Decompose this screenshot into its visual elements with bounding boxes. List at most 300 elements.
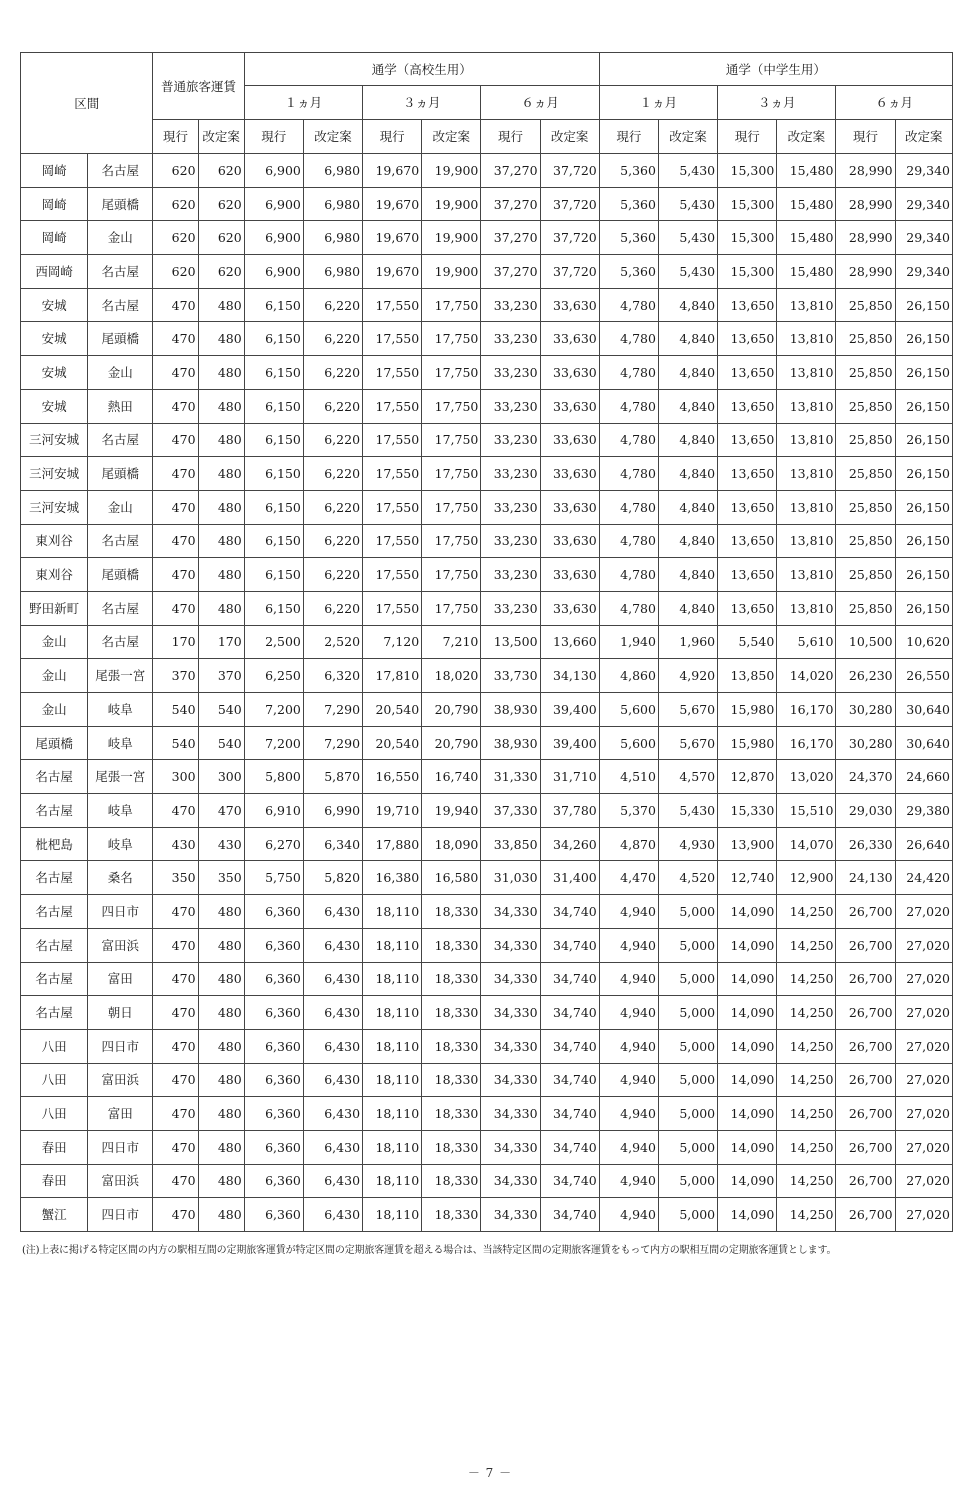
fare-cell: 16,740: [422, 760, 481, 794]
fare-cell: 26,150: [895, 490, 952, 524]
to-station: 岐阜: [88, 827, 153, 861]
fare-cell: 1,940: [599, 625, 658, 659]
table-row: [21, 996, 953, 1030]
fare-cell: 6,360: [244, 1029, 303, 1063]
table-row: [21, 1029, 953, 1063]
fare-cell: 6,270: [244, 827, 303, 861]
fare-cell: 620: [198, 154, 244, 188]
fare-cell: 6,990: [303, 794, 362, 828]
to-station: 富田浜: [88, 1063, 153, 1097]
fare-cell: 5,000: [658, 1164, 717, 1198]
fare-cell: 34,330: [481, 895, 540, 929]
fare-cell: 14,250: [777, 996, 836, 1030]
fare-cell: 33,630: [540, 322, 599, 356]
fare-cell: 540: [153, 726, 198, 760]
fare-cell: 6,430: [303, 1029, 362, 1063]
fare-cell: 5,000: [658, 928, 717, 962]
table-row: [21, 625, 953, 659]
fare-cell: 18,110: [363, 1164, 422, 1198]
fare-cell: 33,230: [481, 558, 540, 592]
fare-cell: 14,090: [718, 1097, 777, 1131]
current-header: 現行: [153, 120, 198, 154]
fare-cell: 17,750: [422, 457, 481, 491]
fare-cell: 13,810: [777, 288, 836, 322]
fare-cell: 18,330: [422, 1097, 481, 1131]
fare-cell: 27,020: [895, 928, 952, 962]
from-station: 蟹江: [21, 1198, 88, 1232]
from-station: 名古屋: [21, 794, 88, 828]
to-station: 富田浜: [88, 1164, 153, 1198]
fare-cell: 34,740: [540, 1198, 599, 1232]
fare-cell: 4,940: [599, 1164, 658, 1198]
fare-cell: 34,740: [540, 1130, 599, 1164]
fare-cell: 620: [153, 187, 198, 221]
fare-cell: 13,650: [718, 389, 777, 423]
fare-cell: 470: [153, 288, 198, 322]
fare-cell: 15,510: [777, 794, 836, 828]
to-station: 四日市: [88, 1029, 153, 1063]
fare-cell: 480: [198, 558, 244, 592]
table-row: [21, 659, 953, 693]
fare-cell: 33,630: [540, 558, 599, 592]
fare-cell: 19,900: [422, 255, 481, 289]
fare-cell: 540: [153, 693, 198, 727]
fare-cell: 29,380: [895, 794, 952, 828]
from-station: 金山: [21, 659, 88, 693]
fare-cell: 34,330: [481, 1063, 540, 1097]
fare-cell: 18,110: [363, 895, 422, 929]
from-station: 三河安城: [21, 457, 88, 491]
to-station: 熱田: [88, 389, 153, 423]
fare-cell: 19,710: [363, 794, 422, 828]
fare-cell: 370: [153, 659, 198, 693]
table-row: [21, 389, 953, 423]
fare-cell: 26,700: [836, 1130, 895, 1164]
fare-cell: 31,030: [481, 861, 540, 895]
fare-cell: 25,850: [836, 423, 895, 457]
fare-cell: 37,720: [540, 154, 599, 188]
fare-cell: 6,150: [244, 457, 303, 491]
to-station: 四日市: [88, 1130, 153, 1164]
fare-cell: 4,780: [599, 591, 658, 625]
fare-cell: 15,480: [777, 154, 836, 188]
fare-cell: 13,810: [777, 558, 836, 592]
fare-cell: 1,960: [658, 625, 717, 659]
fare-cell: 6,900: [244, 255, 303, 289]
fare-cell: 470: [153, 1198, 198, 1232]
fare-cell: 350: [198, 861, 244, 895]
from-station: 安城: [21, 356, 88, 390]
fare-cell: 4,780: [599, 288, 658, 322]
from-station: 春田: [21, 1130, 88, 1164]
from-station: 岡崎: [21, 187, 88, 221]
table-row: [21, 760, 953, 794]
to-station: 四日市: [88, 1198, 153, 1232]
period-header: １ヵ月: [244, 86, 362, 120]
proposed-header: 改定案: [303, 120, 362, 154]
fare-cell: 31,710: [540, 760, 599, 794]
fare-cell: 430: [198, 827, 244, 861]
fare-cell: 33,630: [540, 591, 599, 625]
to-station: 桑名: [88, 861, 153, 895]
fare-cell: 4,840: [658, 591, 717, 625]
fare-cell: 34,330: [481, 1198, 540, 1232]
fare-cell: 34,740: [540, 996, 599, 1030]
fare-cell: 4,840: [658, 490, 717, 524]
fare-cell: 14,090: [718, 996, 777, 1030]
fare-cell: 13,650: [718, 591, 777, 625]
from-station: 八田: [21, 1097, 88, 1131]
fare-cell: 14,250: [777, 928, 836, 962]
fare-cell: 13,650: [718, 490, 777, 524]
fare-cell: 14,090: [718, 1130, 777, 1164]
from-station: 名古屋: [21, 861, 88, 895]
to-station: 名古屋: [88, 625, 153, 659]
fare-cell: 6,150: [244, 288, 303, 322]
fare-cell: 33,230: [481, 591, 540, 625]
fare-cell: 6,150: [244, 322, 303, 356]
fare-cell: 17,750: [422, 423, 481, 457]
fare-cell: 6,430: [303, 928, 362, 962]
fare-cell: 17,750: [422, 389, 481, 423]
fare-cell: 25,850: [836, 524, 895, 558]
fare-cell: 6,430: [303, 1097, 362, 1131]
fare-cell: 470: [153, 1130, 198, 1164]
to-station: 四日市: [88, 895, 153, 929]
fare-cell: 29,340: [895, 154, 952, 188]
fare-cell: 34,740: [540, 1164, 599, 1198]
fare-cell: 6,220: [303, 558, 362, 592]
fare-cell: 13,650: [718, 423, 777, 457]
from-station: 枇杷島: [21, 827, 88, 861]
fare-cell: 6,220: [303, 389, 362, 423]
fare-cell: 470: [153, 928, 198, 962]
fare-cell: 33,630: [540, 288, 599, 322]
to-station: 富田: [88, 1097, 153, 1131]
fare-cell: 370: [198, 659, 244, 693]
table-row: [21, 1063, 953, 1097]
fare-cell: 5,610: [777, 625, 836, 659]
fare-cell: 5,360: [599, 221, 658, 255]
fare-cell: 480: [198, 288, 244, 322]
fare-cell: 39,400: [540, 693, 599, 727]
fare-cell: 24,130: [836, 861, 895, 895]
period-header: １ヵ月: [599, 86, 717, 120]
fare-cell: 26,150: [895, 322, 952, 356]
to-station: 金山: [88, 221, 153, 255]
current-header: 現行: [599, 120, 658, 154]
fare-cell: 470: [153, 794, 198, 828]
fare-cell: 34,740: [540, 928, 599, 962]
fare-cell: 20,540: [363, 693, 422, 727]
fare-cell: 28,990: [836, 187, 895, 221]
table-row: [21, 591, 953, 625]
fare-cell: 14,090: [718, 1198, 777, 1232]
fare-cell: 37,720: [540, 255, 599, 289]
fare-cell: 18,330: [422, 962, 481, 996]
proposed-header: 改定案: [658, 120, 717, 154]
to-station: 名古屋: [88, 288, 153, 322]
fare-cell: 620: [198, 255, 244, 289]
fare-cell: 33,230: [481, 322, 540, 356]
fare-cell: 6,910: [244, 794, 303, 828]
footnote: (注)上表に掲げる特定区間の内方の駅相互間の定期旅客運賃が特定区間の定期旅客運賃を超える場合は、当該特定区間の定期旅客運賃をもって内方の駅相互間の定期旅客運賃とします。: [22, 1245, 837, 1256]
fare-cell: 5,000: [658, 962, 717, 996]
fare-cell: 6,900: [244, 154, 303, 188]
fare-cell: 26,640: [895, 827, 952, 861]
fare-cell: 26,700: [836, 996, 895, 1030]
fare-cell: 6,150: [244, 423, 303, 457]
fare-cell: 34,260: [540, 827, 599, 861]
fare-cell: 6,430: [303, 1164, 362, 1198]
page-number: － 7 －: [467, 1466, 513, 1480]
fare-cell: 430: [153, 827, 198, 861]
fare-cell: 14,090: [718, 1164, 777, 1198]
fare-cell: 14,250: [777, 895, 836, 929]
fare-cell: 16,580: [422, 861, 481, 895]
fare-cell: 4,940: [599, 895, 658, 929]
to-station: 金山: [88, 356, 153, 390]
fare-cell: 15,480: [777, 255, 836, 289]
to-station: 岐阜: [88, 726, 153, 760]
table-row: [21, 861, 953, 895]
fare-cell: 34,740: [540, 962, 599, 996]
fare-cell: 17,550: [363, 558, 422, 592]
fare-cell: 5,600: [599, 693, 658, 727]
fare-cell: 20,790: [422, 693, 481, 727]
fare-cell: 14,250: [777, 1164, 836, 1198]
fare-cell: 15,330: [718, 794, 777, 828]
fare-cell: 6,220: [303, 591, 362, 625]
proposed-header: 改定案: [198, 120, 244, 154]
fare-cell: 17,750: [422, 524, 481, 558]
fare-cell: 6,220: [303, 524, 362, 558]
fare-cell: 6,430: [303, 962, 362, 996]
fare-cell: 5,000: [658, 1063, 717, 1097]
fare-cell: 25,850: [836, 322, 895, 356]
fare-cell: 5,820: [303, 861, 362, 895]
fare-cell: 16,170: [777, 693, 836, 727]
fare-cell: 5,800: [244, 760, 303, 794]
fare-cell: 620: [153, 154, 198, 188]
fare-cell: 10,620: [895, 625, 952, 659]
fare-cell: 29,340: [895, 255, 952, 289]
fare-cell: 15,300: [718, 187, 777, 221]
fare-cell: 6,320: [303, 659, 362, 693]
fare-cell: 27,020: [895, 996, 952, 1030]
fare-cell: 6,360: [244, 1097, 303, 1131]
fare-cell: 480: [198, 524, 244, 558]
fare-cell: 34,330: [481, 996, 540, 1030]
fare-cell: 5,360: [599, 255, 658, 289]
fare-cell: 470: [153, 591, 198, 625]
fare-cell: 6,150: [244, 490, 303, 524]
fare-cell: 4,940: [599, 1130, 658, 1164]
fare-cell: 33,630: [540, 423, 599, 457]
fare-cell: 4,940: [599, 1029, 658, 1063]
fare-cell: 26,700: [836, 895, 895, 929]
fare-cell: 31,330: [481, 760, 540, 794]
fare-cell: 5,870: [303, 760, 362, 794]
proposed-header: 改定案: [422, 120, 481, 154]
to-station: 名古屋: [88, 591, 153, 625]
fare-cell: 33,630: [540, 524, 599, 558]
fare-cell: 470: [153, 1029, 198, 1063]
fare-cell: 34,740: [540, 1063, 599, 1097]
fare-cell: 480: [198, 356, 244, 390]
fare-cell: 37,330: [481, 794, 540, 828]
fare-cell: 5,670: [658, 726, 717, 760]
fare-cell: 14,250: [777, 1130, 836, 1164]
fare-cell: 5,000: [658, 996, 717, 1030]
fare-cell: 4,930: [658, 827, 717, 861]
fare-cell: 18,110: [363, 1063, 422, 1097]
to-station: 朝日: [88, 996, 153, 1030]
from-station: 春田: [21, 1164, 88, 1198]
to-station: 名古屋: [88, 524, 153, 558]
fare-cell: 37,270: [481, 154, 540, 188]
fare-cell: 26,700: [836, 1198, 895, 1232]
table-row: [21, 962, 953, 996]
from-station: 西岡崎: [21, 255, 88, 289]
fare-cell: 37,780: [540, 794, 599, 828]
fare-cell: 34,330: [481, 1029, 540, 1063]
from-station: 安城: [21, 288, 88, 322]
fare-cell: 17,750: [422, 591, 481, 625]
from-station: 安城: [21, 322, 88, 356]
fare-cell: 540: [198, 726, 244, 760]
fare-cell: 14,070: [777, 827, 836, 861]
table-row: [21, 187, 953, 221]
fare-cell: 620: [198, 187, 244, 221]
fare-cell: 25,850: [836, 389, 895, 423]
fare-cell: 6,430: [303, 1198, 362, 1232]
fare-cell: 4,940: [599, 996, 658, 1030]
fare-cell: 300: [198, 760, 244, 794]
fare-cell: 480: [198, 928, 244, 962]
fare-cell: 29,030: [836, 794, 895, 828]
fare-cell: 30,640: [895, 726, 952, 760]
fare-cell: 4,940: [599, 1097, 658, 1131]
fare-cell: 26,150: [895, 457, 952, 491]
fare-cell: 480: [198, 490, 244, 524]
fare-cell: 5,430: [658, 154, 717, 188]
fare-cell: 34,740: [540, 1097, 599, 1131]
fare-cell: 17,550: [363, 356, 422, 390]
section-header: 区間: [21, 53, 153, 154]
fare-cell: 480: [198, 389, 244, 423]
fare-cell: 480: [198, 1164, 244, 1198]
fare-cell: 19,670: [363, 154, 422, 188]
fare-cell: 18,330: [422, 996, 481, 1030]
fare-cell: 33,230: [481, 389, 540, 423]
current-header: 現行: [363, 120, 422, 154]
fare-cell: 12,740: [718, 861, 777, 895]
table-row: [21, 288, 953, 322]
fare-cell: 14,250: [777, 962, 836, 996]
to-station: 尾頭橋: [88, 322, 153, 356]
table-row: [21, 221, 953, 255]
to-station: 名古屋: [88, 255, 153, 289]
fare-cell: 470: [153, 524, 198, 558]
fare-cell: 13,850: [718, 659, 777, 693]
fare-cell: 17,550: [363, 524, 422, 558]
fare-cell: 17,750: [422, 558, 481, 592]
fare-cell: 5,600: [599, 726, 658, 760]
fare-cell: 6,360: [244, 1164, 303, 1198]
table-row: [21, 693, 953, 727]
fare-cell: 14,090: [718, 962, 777, 996]
fare-cell: 13,900: [718, 827, 777, 861]
fare-cell: 27,020: [895, 1198, 952, 1232]
fare-cell: 480: [198, 423, 244, 457]
fare-cell: 17,880: [363, 827, 422, 861]
fare-cell: 6,360: [244, 1198, 303, 1232]
proposed-header: 改定案: [895, 120, 952, 154]
fare-cell: 6,360: [244, 1130, 303, 1164]
fare-cell: 14,090: [718, 1029, 777, 1063]
fare-cell: 24,420: [895, 861, 952, 895]
fare-cell: 34,330: [481, 1097, 540, 1131]
fare-cell: 27,020: [895, 895, 952, 929]
fare-cell: 37,270: [481, 221, 540, 255]
fare-cell: 620: [198, 221, 244, 255]
fare-cell: 33,630: [540, 389, 599, 423]
fare-cell: 33,230: [481, 457, 540, 491]
fare-cell: 4,840: [658, 524, 717, 558]
fare-cell: 13,650: [718, 558, 777, 592]
fare-cell: 6,360: [244, 895, 303, 929]
fare-cell: 17,550: [363, 423, 422, 457]
fare-cell: 26,700: [836, 1029, 895, 1063]
regular-fare-header: 普通旅客運賃: [153, 53, 244, 120]
from-station: 名古屋: [21, 895, 88, 929]
middle-school-header: 通学（中学生用）: [599, 53, 952, 86]
fare-cell: 13,810: [777, 423, 836, 457]
fare-cell: 18,110: [363, 996, 422, 1030]
fare-cell: 28,990: [836, 221, 895, 255]
fare-cell: 4,570: [658, 760, 717, 794]
fare-cell: 17,750: [422, 288, 481, 322]
fare-cell: 12,870: [718, 760, 777, 794]
fare-cell: 480: [198, 1130, 244, 1164]
fare-cell: 6,150: [244, 524, 303, 558]
high-school-header: 通学（高校生用）: [244, 53, 599, 86]
to-station: 尾張一宮: [88, 659, 153, 693]
from-station: 東刈谷: [21, 558, 88, 592]
to-station: 岐阜: [88, 693, 153, 727]
fare-cell: 6,220: [303, 322, 362, 356]
fare-cell: 13,650: [718, 457, 777, 491]
fare-cell: 4,940: [599, 1198, 658, 1232]
from-station: 金山: [21, 625, 88, 659]
fare-cell: 14,020: [777, 659, 836, 693]
fare-cell: 26,150: [895, 558, 952, 592]
fare-cell: 5,000: [658, 1097, 717, 1131]
fare-cell: 4,780: [599, 457, 658, 491]
from-station: 東刈谷: [21, 524, 88, 558]
fare-cell: 18,330: [422, 928, 481, 962]
fare-cell: 470: [153, 457, 198, 491]
fare-cell: 6,430: [303, 996, 362, 1030]
table-row: [21, 457, 953, 491]
fare-cell: 4,920: [658, 659, 717, 693]
fare-cell: 4,780: [599, 490, 658, 524]
fare-cell: 26,150: [895, 591, 952, 625]
fare-cell: 300: [153, 760, 198, 794]
table-row: [21, 1198, 953, 1232]
fare-cell: 15,300: [718, 154, 777, 188]
